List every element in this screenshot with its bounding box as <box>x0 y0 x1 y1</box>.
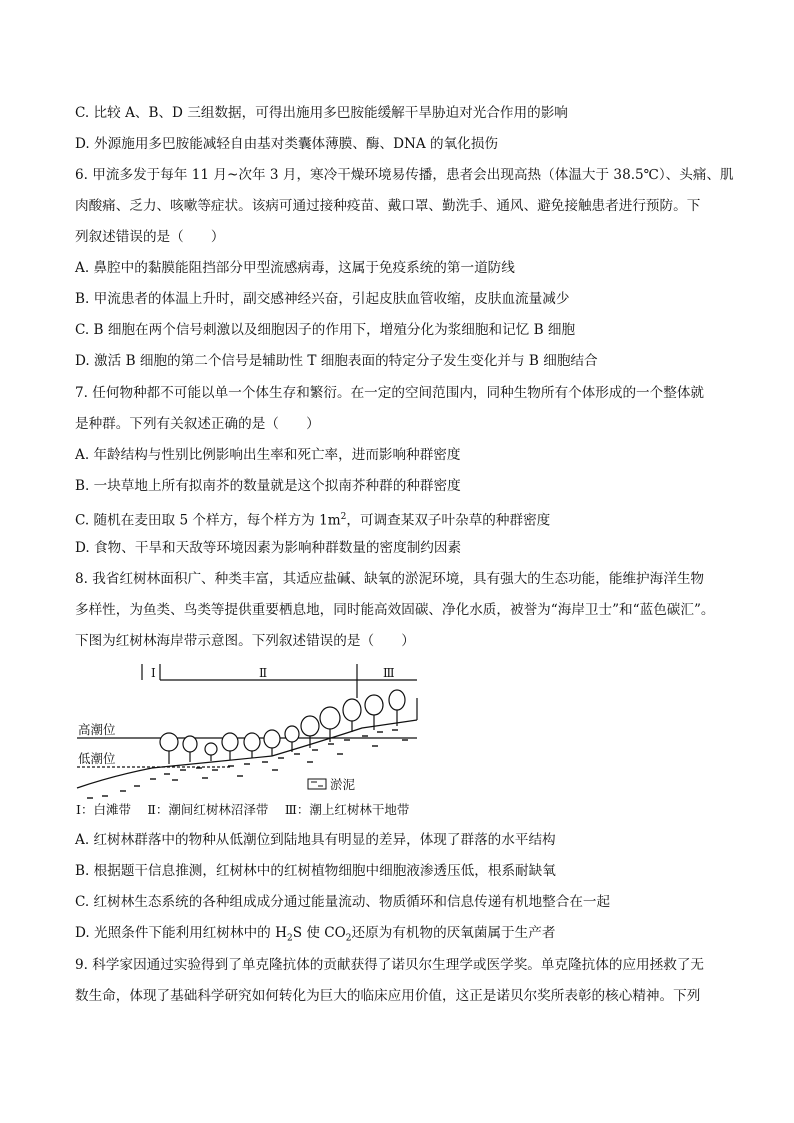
q8-option-c: C. 红树林生态系统的各种组成成分通过能量流动、物质循环和信息传递有机地整合在一起 <box>75 894 611 910</box>
zone-1-label: Ⅰ <box>151 666 156 680</box>
q8-option-d-post: 还原为有机物的厌氧菌属于生产者 <box>351 925 556 941</box>
zone-3-label: Ⅲ <box>383 666 395 680</box>
q7-option-c-post: ，可调查某双子叶杂草的种群密度 <box>346 512 551 529</box>
mud-legend-label: 淤泥 <box>330 777 356 792</box>
q8-stem-line-2: 多样性，为鱼类、鸟类等提供重要栖息地，同时能高效固碳、净化水质，被誉为“海岸卫士”和“蓝色碳汇”。 <box>75 602 715 618</box>
q7-option-b: B. 一块草地上所有拟南芥的数量就是这个拟南芥种群的种群密度 <box>75 478 461 494</box>
q8-option-a: A. 红树林群落中的物种从低潮位到陆地具有明显的差异，体现了群落的水平结构 <box>75 832 556 848</box>
q6-option-d: D. 激活 B 细胞的第二个信号是辅助性 T 细胞表面的特定分子发生变化并与 B 细胞结合 <box>75 353 598 369</box>
q6-option-a: A. 鼻腔中的黏膜能阻挡部分甲型流感病毒，这属于免疫系统的第一道防线 <box>75 260 515 276</box>
q5-option-c: C. 比较 A、B、D 三组数据，可得出施用多巴胺能缓解干旱胁迫对光合作用的影响 <box>75 105 568 121</box>
q7-stem-line-1: 7. 任何物种都不可能以单一个体生存和繁衍。在一定的空间范围内，同种生物所有个体形成的一个整体就 <box>75 385 705 401</box>
q7-option-d: D. 食物、干旱和天敌等环境因素为影响种群数量的密度制约因素 <box>75 540 462 556</box>
q6-option-c: C. B 细胞在两个信号刺激以及细胞因子的作用下，增殖分化为浆细胞和记忆 B 细胞 <box>75 322 576 338</box>
q7-option-c-pre: C. 随机在麦田取 5 个样方，每个样方为 1m <box>75 512 341 529</box>
q8-option-d-pre: D. 光照条件下能利用红树林中的 H <box>75 925 287 941</box>
q5-option-d: D. 外源施用多巴胺能减轻自由基对类囊体薄膜、酶、DNA 的氧化损伤 <box>75 136 499 152</box>
diagram-caption: Ⅰ：白滩带 Ⅱ：潮间红树林沼泽带 Ⅲ：潮上红树林干地带 <box>76 802 410 817</box>
q7-option-c <box>75 507 734 531</box>
q8-option-d <box>75 923 734 949</box>
q9-stem-line-1: 9. 科学家因通过实验得到了单克隆抗体的贡献获得了诺贝尔生理学或医学奖。单克隆抗体的应用拯救了无 <box>75 957 705 973</box>
q8-stem-line-1: 8. 我省红树林面积广、种类丰富，其适应盐碱、缺氧的淤泥环境，具有强大的生态功能，能维护海洋生物 <box>75 571 705 587</box>
q6-stem-line-2: 肉酸痛、乏力、咳嗽等症状。该病可通过接种疫苗、戴口罩、勤洗手、通风、避免接触患者进行预防。下 <box>75 198 701 214</box>
q6-stem-line-1: 6. 甲流多发于每年 11 月~次年 3 月，寒冷干燥环境易传播，患者会出现高热（体温大于 38.5℃）、头痛、肌 <box>75 167 734 183</box>
zone-2-label: Ⅱ <box>259 666 268 680</box>
q9-stem-line-2: 数生命，体现了基础科学研究如何转化为巨大的临床应用价值，这正是诺贝尔奖所表彰的核心精神。下列 <box>75 988 701 1004</box>
q8-stem-line-3: 下图为红树林海岸带示意图。下列叙述错误的是（ ） <box>75 633 415 649</box>
mangrove-diagram <box>72 658 432 823</box>
low-tide-label: 低潮位 <box>78 751 116 766</box>
q8-option-d-sub-2: 2 <box>345 933 352 944</box>
q7-option-a: A. 年龄结构与性别比例影响出生率和死亡率，进而影响种群密度 <box>75 447 461 463</box>
q8-option-b: B. 根据题干信息推测，红树林中的红树植物细胞中细胞液渗透压低，根系耐缺氧 <box>75 863 556 879</box>
q8-option-d-sub-1: 2 <box>286 933 293 944</box>
q7-option-c-sup: 2 <box>340 512 347 522</box>
q7-stem-line-2: 是种群。下列有关叙述正确的是（ ） <box>75 416 320 432</box>
high-tide-label: 高潮位 <box>78 722 116 737</box>
q6-option-b: B. 甲流患者的体温上升时，副交感神经兴奋，引起皮肤血管收缩，皮肤血流量减少 <box>75 291 570 307</box>
q6-stem-line-3: 列叙述错误的是（ ） <box>75 229 225 245</box>
q8-option-d-mid: S 使 CO <box>292 925 346 941</box>
